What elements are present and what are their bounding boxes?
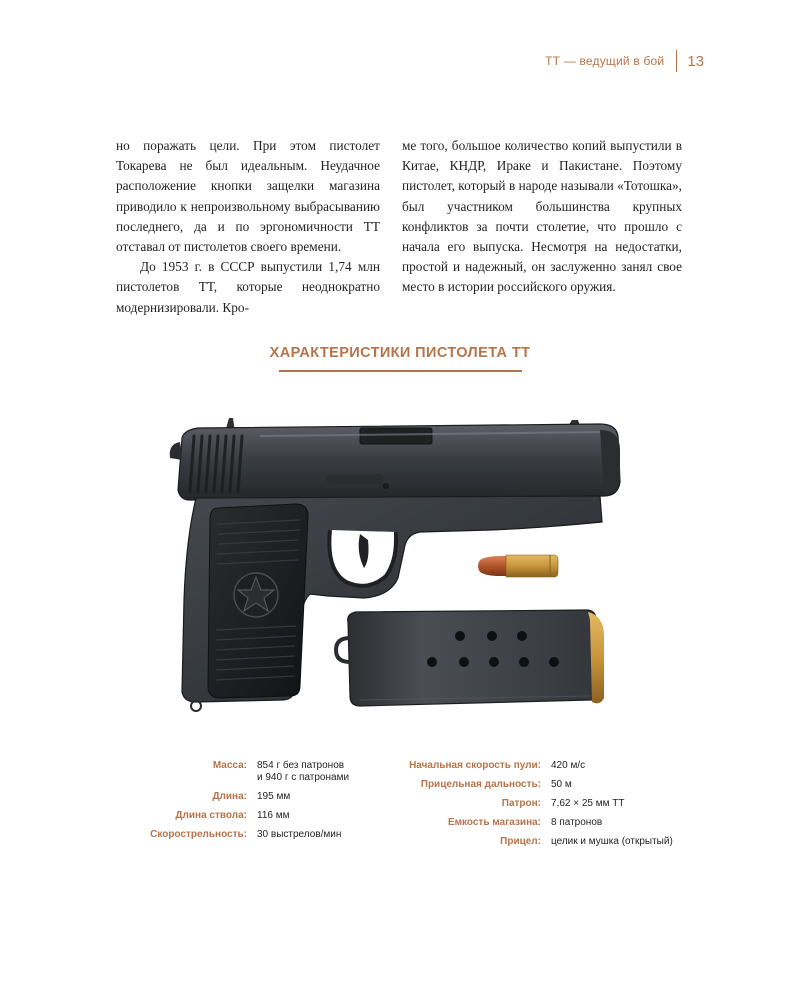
header-divider (676, 50, 677, 72)
cartridge-icon (478, 555, 558, 577)
spec-value (551, 760, 691, 772)
section-title: ХАРАКТЕРИСТИКИ ПИСТОЛЕТА ТТ (269, 345, 531, 361)
spec-value-line: и 940 г с патронами (257, 772, 350, 783)
spec-row (395, 817, 691, 829)
spec-value-line: 195 мм (257, 791, 291, 802)
spec-row (120, 760, 367, 784)
text-column-right (402, 136, 682, 298)
paragraph: но поражать цели. При этом пистолет Токарева не был идеальным. Неудачное расположение кнопки защелки магазина приводило к непроизвольному выбрасыванию последнего, да и по эргономичности ТТ отставал от пистолетов своего времени. (116, 138, 380, 255)
spec-value (257, 791, 367, 803)
paragraph: До 1953 г. в СССР выпустили 1,74 млн пистолетов ТТ, которые неоднократно модернизировали. Кро- (116, 259, 380, 315)
spec-row (120, 810, 367, 822)
spec-value-line: 116 мм (257, 810, 290, 821)
spec-label: Патрон: (501, 798, 541, 809)
spec-value (551, 779, 691, 791)
pistol-illustration (160, 400, 640, 730)
spec-row (395, 779, 691, 791)
spec-value (551, 817, 691, 829)
spec-row (120, 791, 367, 803)
spec-label: Емкость магазина: (447, 817, 541, 828)
section-title-underline (279, 370, 522, 372)
spec-value (257, 810, 367, 822)
spec-label: Длина: (212, 791, 247, 802)
spec-value-line: 8 патронов (551, 817, 603, 828)
spec-label: Длина ствола: (175, 810, 247, 821)
spec-value (257, 760, 367, 784)
spec-value-line: 420 м/с (551, 760, 586, 771)
star-emblem-icon (234, 573, 278, 617)
running-header (545, 50, 704, 72)
spec-value-line: 7,62 × 25 мм ТТ (551, 798, 625, 809)
paragraph: ме того, большое количество копий выпустили в Китае, КНДР, Ираке и Пакистане. Поэтому пистолет, который в народе называли «Тотошка», был участником большинства крупных конфликтов за почти столетие, что прошло с начала его выпуска. Несмотря на недостатки, простой и надежный, он заслуженно занял свое место в истории российского оружия. (402, 138, 682, 295)
spec-row (395, 760, 691, 772)
spec-value (257, 829, 367, 841)
spec-label: Начальная скорость пули: (409, 760, 541, 771)
spec-label: Скорострельность: (150, 829, 247, 840)
spec-row (395, 798, 691, 810)
spec-row (120, 829, 367, 841)
spec-value (551, 798, 691, 810)
spec-label: Прицел: (500, 836, 541, 847)
text-column-left (116, 136, 380, 318)
specs-table-left (120, 760, 367, 848)
spec-value-line: 854 г без патронов (257, 760, 345, 771)
running-title: ТТ — ведущий в бой (545, 54, 665, 68)
spec-value-line: 50 м (551, 779, 572, 790)
specs-table-right (395, 760, 691, 855)
page-number: 13 (687, 52, 704, 70)
spec-value-line: целик и мушка (открытый) (551, 836, 673, 847)
spec-value (551, 836, 691, 848)
spec-label: Масса: (212, 760, 247, 771)
spec-row (395, 836, 691, 848)
spec-value-line: 30 выстрелов/мин (257, 829, 342, 840)
magazine-icon (336, 610, 604, 706)
spec-label: Прицельная дальность: (420, 779, 541, 790)
